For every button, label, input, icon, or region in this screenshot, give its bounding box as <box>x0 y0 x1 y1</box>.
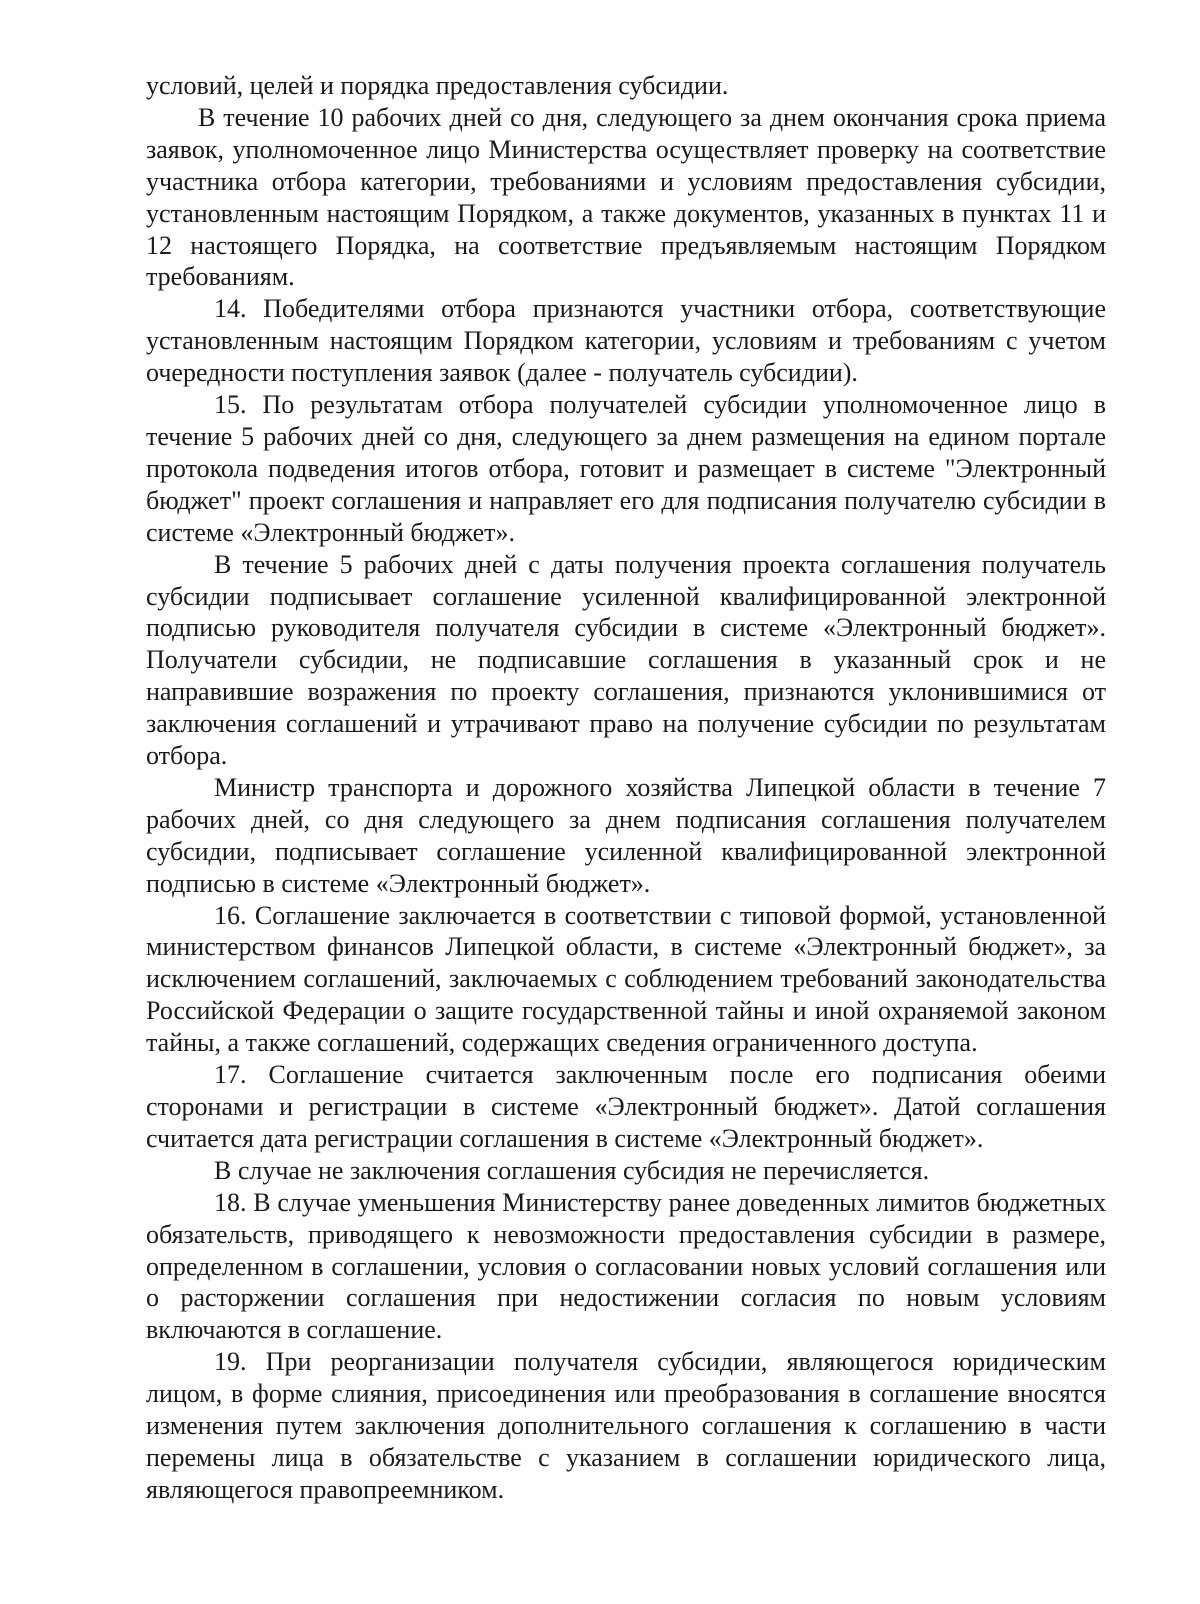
paragraph-clause-19: 19. При реорганизации получателя субсидии, являющегося юридическим лицом, в форме слияния, присоединения или преобразования в соглашение вносятся изменения путем заключения дополнительного соглашения к соглашению в части перемены лица в обязательстве с указанием в соглашении юридического лица, являющегося правопреемником. <box>146 1347 1106 1504</box>
paragraph-verification-term: В течение 10 рабочих дней со дня, следующего за днем окончания срока приема заявок, уполномоченное лицо Министерства осуществляет проверку на соответствие участника отбора категории, требованиями и условиям предоставления субсидии, установленным настоящим Порядком, а также документов, указанных в пунктах 11 и 12 настоящего Порядка, на соответствие предъявляемым настоящим Порядком требованиям. <box>146 102 1106 292</box>
document-page <box>146 70 1106 1506</box>
paragraph-clause-15: 15. По результатам отбора получателей субсидии уполномоченное лицо в течение 5 рабочих дней со дня, следующего за днем размещения на едином портале протокола подведения итогов отбора, готовит и размещает в системе "Электронный бюджет" проект соглашения и направляет его для подписания получателю субсидии в системе «Электронный бюджет». <box>146 390 1106 547</box>
paragraph-clause-18: 18. В случае уменьшения Министерству ранее доведенных лимитов бюджетных обязательств, приводящего к невозможности предоставления субсидии в размере, определенном в соглашении, условия о согласовании новых условий соглашения или о расторжении соглашения при недостижении согласия по новым условиям включаются в соглашение. <box>146 1187 1106 1345</box>
paragraph-clause-17: 17. Соглашение считается заключенным после его подписания обеими сторонами и регистрации в системе «Электронный бюджет». Датой соглашения считается дата регистрации соглашения в системе «Электронный бюджет». <box>146 1060 1106 1153</box>
paragraph-clause-16: 16. Соглашение заключается в соответствии с типовой формой, установленной министерством финансов Липецкой области, в системе «Электронный бюджет», за исключением соглашений, заключаемых с соблюдением требований законодательства Российской Федерации о защите государственной тайны и иной охраняемой законом тайны, а также соглашений, содержащих сведения ограниченного доступа. <box>146 900 1106 1058</box>
paragraph-signing-term: В течение 5 рабочих дней с даты получения проекта соглашения получатель субсидии подписывает соглашение усиленной квалифицированной электронной подписью руководителя получателя субсидии в системе «Электронный бюджет». Получатели субсидии, не подписавшие соглашения в указанный срок и не направившие возражения по проекту соглашения, признаются уклонившимися от заключения соглашений и утрачивают право на получение субсидии по результатам отбора. <box>146 549 1106 771</box>
paragraph-minister-signing: Министр транспорта и дорожного хозяйства Липецкой области в течение 7 рабочих дней, со дня следующего за днем подписания соглашения получателем субсидии, подписывает соглашение усиленной квалифицированной электронной подписью в системе «Электронный бюджет». <box>146 772 1106 898</box>
paragraph-no-agreement: В случае не заключения соглашения субсидия не перечисляется. <box>214 1155 930 1185</box>
paragraph-conditions-continuation: условий, целей и порядка предоставления субсидии. <box>146 71 729 100</box>
paragraph-clause-14: 14. Победителями отбора признаются участники отбора, соответствующие установленным настоящим Порядком категории, условиям и требованиям с учетом очередности поступления заявок (далее - получатель субсидии). <box>146 294 1106 388</box>
